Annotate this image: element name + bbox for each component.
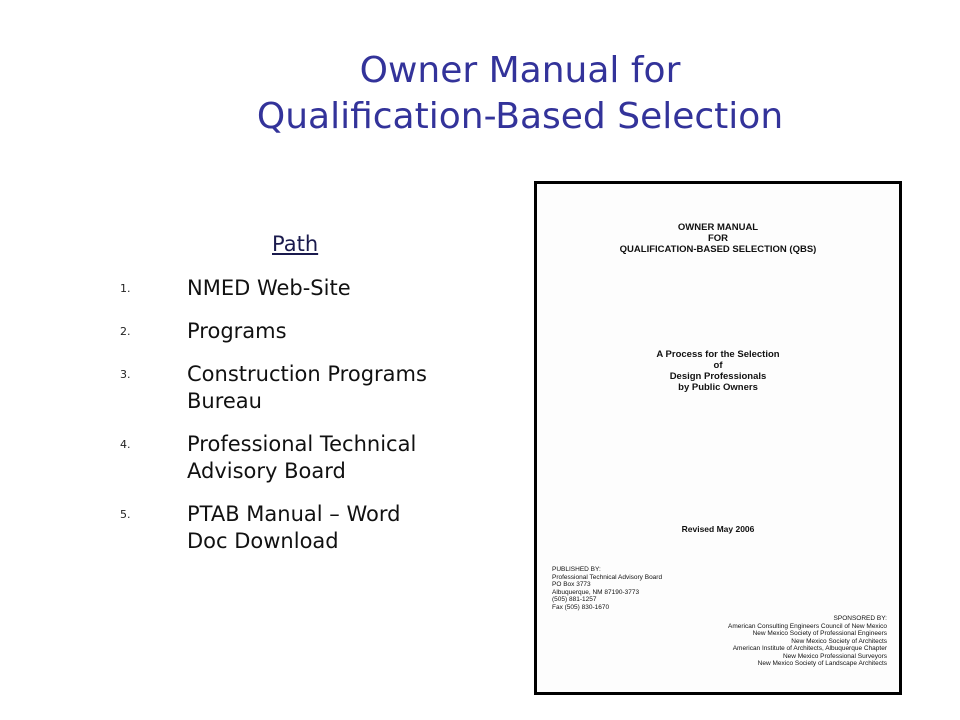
sponsored-line: New Mexico Society of Professional Engineers <box>752 630 887 637</box>
cover-subtitle-line: by Public Owners <box>678 382 758 393</box>
sponsored-line: American Institute of Architects, Albuquerque Chapter <box>732 645 887 652</box>
cover-subtitle <box>537 349 899 393</box>
cover-subtitle-line: Design Professionals <box>669 371 767 382</box>
slide-title <box>180 48 860 140</box>
published-line: (505) 881-1257 <box>552 596 597 603</box>
step-text: Advisory Board <box>187 459 346 483</box>
sponsored-line: New Mexico Professional Surveyors <box>782 652 887 660</box>
step-number: 4. <box>120 438 131 451</box>
step-text: Bureau <box>187 389 262 413</box>
step-number: 2. <box>120 325 131 338</box>
step-item <box>120 318 500 345</box>
cover-published-by <box>552 566 662 611</box>
manual-cover-image <box>534 181 902 695</box>
sponsored-line: New Mexico Society of Architects <box>791 637 887 645</box>
path-heading: Path <box>272 232 319 256</box>
steps-list <box>120 275 500 571</box>
cover-title-line: OWNER MANUAL <box>677 222 759 233</box>
cover-sponsored-by <box>728 615 887 668</box>
sponsored-line: American Consulting Engineers Council of New Mexico <box>728 622 887 630</box>
step-text: Doc Download <box>187 529 339 553</box>
step-item <box>120 361 500 415</box>
published-line: Albuquerque, NM 87190-3773 <box>552 588 640 596</box>
published-line: PUBLISHED BY: <box>552 566 601 573</box>
step-text: Construction Programs <box>187 362 427 386</box>
step-number: 3. <box>120 368 131 381</box>
step-text: Programs <box>187 319 287 343</box>
sponsored-line: SPONSORED BY: <box>833 615 887 622</box>
published-line: PO Box 3773 <box>552 581 591 588</box>
cover-title-line: FOR <box>707 233 729 244</box>
cover-subtitle-line: of <box>713 360 723 371</box>
published-line: Fax (505) 830-1670 <box>552 603 610 611</box>
title-line-1: Owner Manual for <box>359 50 681 91</box>
cover-subtitle-line: A Process for the Selection <box>656 349 780 360</box>
cover-title-line: QUALIFICATION-BASED SELECTION (QBS) <box>619 244 817 255</box>
step-text: PTAB Manual – Word <box>187 502 401 526</box>
step-text: NMED Web-Site <box>187 276 351 300</box>
published-line: Professional Technical Advisory Board <box>552 573 663 581</box>
step-number: 5. <box>120 508 131 521</box>
step-item <box>120 275 500 302</box>
step-text: Professional Technical <box>187 432 417 456</box>
cover-revised: Revised May 2006 <box>681 524 755 534</box>
step-number: 1. <box>120 282 131 295</box>
title-line-2: Qualification-Based Selection <box>256 96 784 137</box>
sponsored-line: New Mexico Society of Landscape Architects <box>757 660 887 667</box>
step-item <box>120 431 500 485</box>
step-item <box>120 501 500 555</box>
cover-title <box>537 222 899 255</box>
